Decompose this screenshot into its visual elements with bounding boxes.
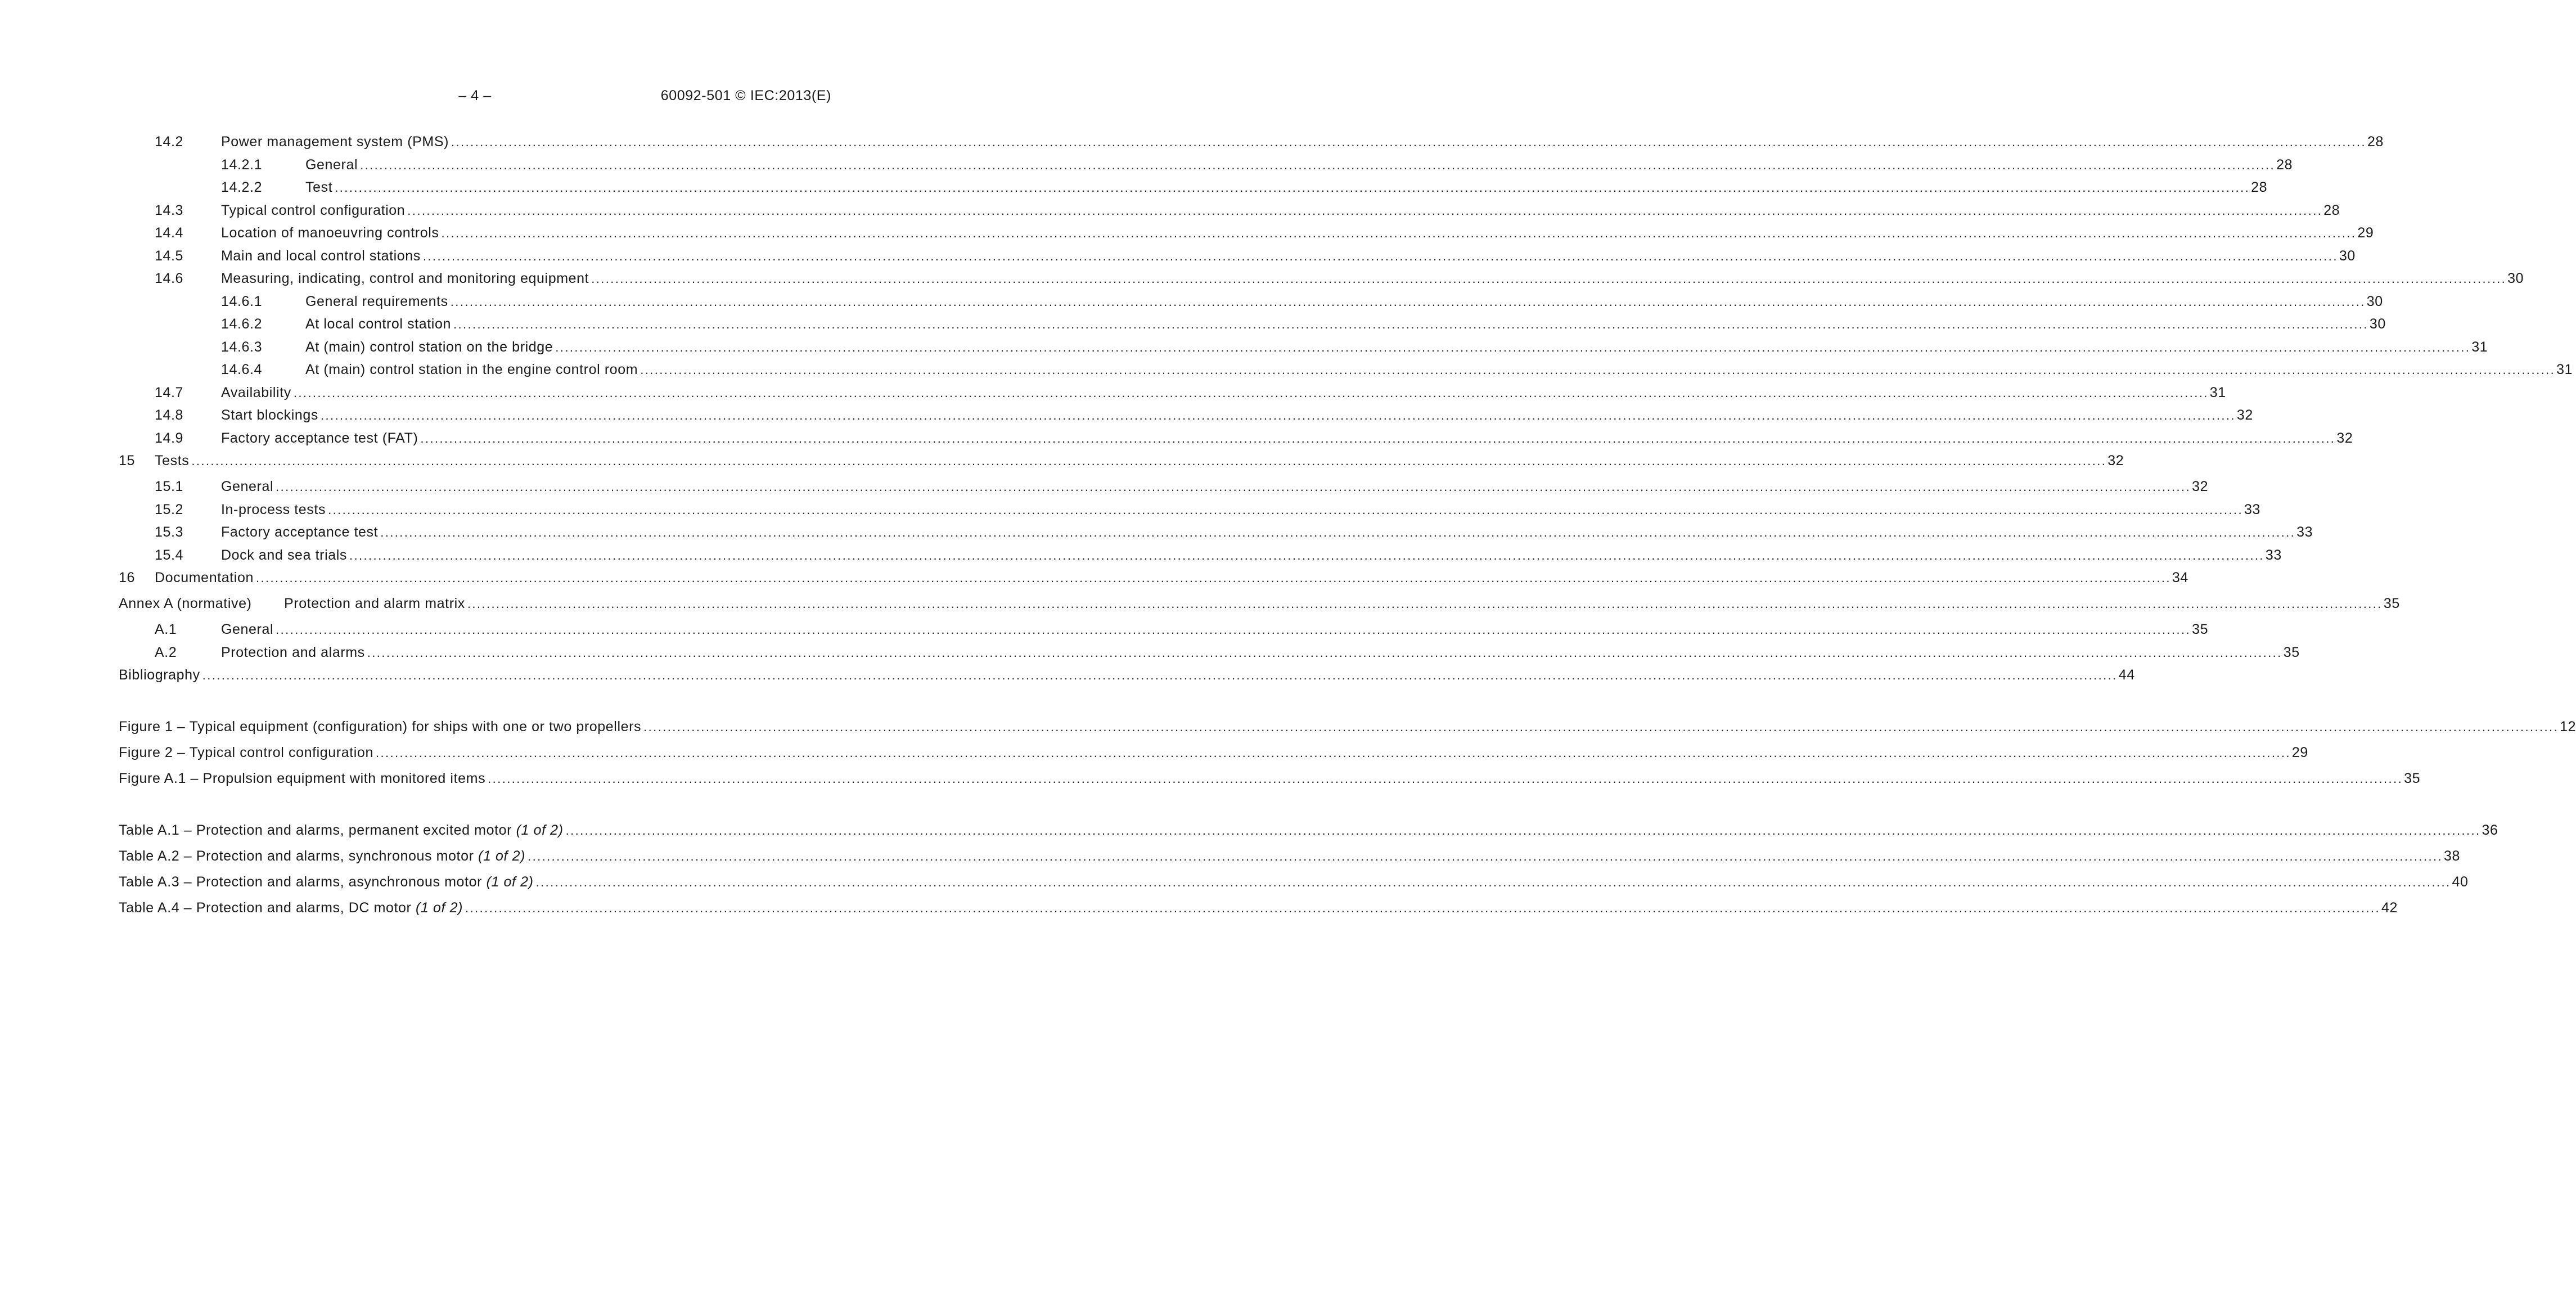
toc-entry-page: 30 xyxy=(2507,271,2524,286)
toc-entry[interactable] xyxy=(119,643,2300,662)
dot-leader: ................................................................................................................................................................................................................................................................................................................................................................................................................ xyxy=(367,646,2282,660)
toc-entry-title: Location of manoeuvring controls xyxy=(221,225,439,241)
dot-leader: ................................................................................................................................................................................................................................................................................................................................................................................................................ xyxy=(451,135,2366,149)
toc-entry-page: 34 xyxy=(2172,570,2188,586)
dot-leader: ................................................................................................................................................................................................................................................................................................................................................................................................................ xyxy=(488,772,2403,786)
toc-entry-number: 14.5 xyxy=(155,248,184,264)
toc-entry-title: General xyxy=(221,479,274,494)
toc-entry-title: At local control station xyxy=(305,316,451,332)
toc-entry-number: 14.6.1 xyxy=(221,294,263,309)
toc-entry-title: Bibliography xyxy=(119,667,200,683)
toc-entry[interactable] xyxy=(119,292,2383,311)
toc-entry[interactable] xyxy=(119,406,2253,425)
toc-entry[interactable] xyxy=(119,546,2282,565)
dot-leader: ................................................................................................................................................................................................................................................................................................................................................................................................................ xyxy=(420,431,2336,445)
dot-leader: ................................................................................................................................................................................................................................................................................................................................................................................................................ xyxy=(555,340,2471,354)
dot-leader: ................................................................................................................................................................................................................................................................................................................................................................................................................ xyxy=(441,226,2357,240)
figure-entry[interactable] xyxy=(119,743,2308,762)
dot-leader: ................................................................................................................................................................................................................................................................................................................................................................................................................ xyxy=(380,525,2296,539)
dot-leader: ................................................................................................................................................................................................................................................................................................................................................................................................................ xyxy=(320,408,2236,422)
page-header xyxy=(119,88,831,108)
table-entry-page: 42 xyxy=(2381,900,2398,916)
toc-entry[interactable] xyxy=(119,178,2268,197)
toc-entry-page: 32 xyxy=(2107,453,2124,469)
toc-entry-number: 15 xyxy=(119,453,136,469)
dot-leader: ................................................................................................................................................................................................................................................................................................................................................................................................................ xyxy=(643,720,2559,734)
toc-entry-title: Documentation xyxy=(155,570,254,586)
toc-entry-number: 14.6.3 xyxy=(221,339,263,355)
dot-leader: ................................................................................................................................................................................................................................................................................................................................................................................................................ xyxy=(535,875,2451,889)
toc-entry-title: In-process tests xyxy=(221,502,326,517)
toc-entry-page: 31 xyxy=(2471,339,2488,355)
toc-entry[interactable] xyxy=(119,568,2188,587)
toc-entry-number: 14.6.2 xyxy=(221,316,263,332)
table-entry[interactable] xyxy=(119,898,2398,917)
toc-entry-number: Annex A (normative) xyxy=(119,596,252,611)
dot-leader: ................................................................................................................................................................................................................................................................................................................................................................................................................ xyxy=(255,571,2171,585)
toc-entry[interactable] xyxy=(119,383,2226,402)
toc-entry-page: 31 xyxy=(2556,362,2573,377)
toc-entry-title: General requirements xyxy=(305,294,448,309)
toc-entry-page: 28 xyxy=(2251,179,2268,195)
toc-entry-title: Availability xyxy=(221,385,291,400)
dot-leader: ................................................................................................................................................................................................................................................................................................................................................................................................................ xyxy=(640,363,2556,377)
figure-entry-title: Figure A.1 – Propulsion equipment with monitored items xyxy=(119,771,486,786)
toc-entry[interactable] xyxy=(119,477,2209,496)
dot-leader: ................................................................................................................................................................................................................................................................................................................................................................................................................ xyxy=(591,272,2507,286)
toc-entry-number: 15.1 xyxy=(155,479,184,494)
toc-entry-number: 14.3 xyxy=(155,202,184,218)
toc-entry-title: Factory acceptance test xyxy=(221,524,379,540)
table-entry[interactable] xyxy=(119,872,2469,891)
toc-entry-number: 14.2.2 xyxy=(221,179,263,195)
toc-entry-title: At (main) control station in the engine control room xyxy=(305,362,638,377)
dot-leader: ................................................................................................................................................................................................................................................................................................................................................................................................................ xyxy=(375,746,2291,760)
document-reference: 60092-501 © IEC:2013(E) xyxy=(660,88,831,103)
toc-entry-title: Typical control configuration xyxy=(221,202,406,218)
toc-entry[interactable] xyxy=(119,246,2356,265)
toc-entry[interactable] xyxy=(119,201,2340,220)
toc-entry-page: 33 xyxy=(2296,524,2313,540)
dot-leader: ................................................................................................................................................................................................................................................................................................................................................................................................................ xyxy=(191,454,2107,468)
toc-entry-title: Test xyxy=(305,179,333,195)
toc-entry-number: 14.2.1 xyxy=(221,157,263,173)
table-entry-note: (1 of 2) xyxy=(516,822,564,838)
toc-entry-page: 35 xyxy=(2192,622,2209,637)
toc-entry-title: Protection and alarm matrix xyxy=(284,596,465,611)
toc-entry-title: General xyxy=(305,157,358,173)
toc-entry-number: 16 xyxy=(119,570,136,586)
dot-leader: ................................................................................................................................................................................................................................................................................................................................................................................................................ xyxy=(293,386,2209,400)
toc-entry-page: 35 xyxy=(2283,645,2300,660)
table-entry-page: 36 xyxy=(2482,822,2498,838)
toc-entry-number: 14.2 xyxy=(155,134,184,150)
table-entry-title: Table A.4 – Protection and alarms, DC motor (1 of 2) xyxy=(119,900,463,916)
figure-entry-page: 29 xyxy=(2291,745,2308,760)
toc-entry-title: Protection and alarms xyxy=(221,645,365,660)
dot-leader: ................................................................................................................................................................................................................................................................................................................................................................................................................ xyxy=(465,901,2380,915)
toc-entry-page: 29 xyxy=(2357,225,2374,241)
dot-leader: ................................................................................................................................................................................................................................................................................................................................................................................................................ xyxy=(528,849,2443,863)
toc-entry-title: Measuring, indicating, control and monitoring equipment xyxy=(221,271,589,286)
toc-entry-page: 32 xyxy=(2336,430,2353,446)
toc-entry-title: General xyxy=(221,622,274,637)
toc-entry[interactable] xyxy=(119,132,2384,151)
toc-entry[interactable] xyxy=(119,360,2573,379)
toc-entry-number: 15.4 xyxy=(155,547,184,563)
dot-leader: ................................................................................................................................................................................................................................................................................................................................................................................................................ xyxy=(202,668,2118,682)
figure-entry-page: 35 xyxy=(2404,771,2421,786)
table-entry[interactable] xyxy=(119,821,2498,840)
dot-leader: ................................................................................................................................................................................................................................................................................................................................................................................................................ xyxy=(450,295,2366,309)
toc-entry-title: Start blockings xyxy=(221,407,318,423)
toc-entry[interactable] xyxy=(119,155,2293,174)
dot-leader: ................................................................................................................................................................................................................................................................................................................................................................................................................ xyxy=(467,597,2383,611)
toc-entry-number: A.2 xyxy=(155,645,177,660)
figure-entry[interactable] xyxy=(119,717,2576,736)
toc-entry-page: 30 xyxy=(2339,248,2356,264)
toc-entry[interactable] xyxy=(119,337,2488,357)
page-number: – 4 – xyxy=(458,88,492,103)
toc-entry[interactable] xyxy=(119,523,2313,542)
toc-entry-page: 28 xyxy=(2276,157,2293,173)
dot-leader: ................................................................................................................................................................................................................................................................................................................................................................................................................ xyxy=(276,480,2191,494)
table-entry-note: (1 of 2) xyxy=(486,874,534,890)
toc-entry-page: 28 xyxy=(2367,134,2384,150)
figure-entry-page: 12 xyxy=(2560,719,2576,735)
figure-entry-title: Figure 1 – Typical equipment (configuration) for ships with one or two propellers xyxy=(119,719,642,735)
toc-entry-title: At (main) control station on the bridge xyxy=(305,339,553,355)
toc-entry-number: 14.6.4 xyxy=(221,362,263,377)
dot-leader: ................................................................................................................................................................................................................................................................................................................................................................................................................ xyxy=(565,823,2481,837)
table-entry-note: (1 of 2) xyxy=(416,900,463,916)
toc-entry-title: Dock and sea trials xyxy=(221,547,347,563)
toc-entry-page: 31 xyxy=(2209,385,2226,400)
toc-entry[interactable] xyxy=(119,594,2400,613)
toc-entry-number: 14.8 xyxy=(155,407,184,423)
table-entry-title: Table A.2 – Protection and alarms, synchronous motor (1 of 2) xyxy=(119,848,526,864)
table-entry-title: Table A.3 – Protection and alarms, asynchronous motor (1 of 2) xyxy=(119,874,534,890)
toc-entry-number: 14.9 xyxy=(155,430,184,446)
toc-entry-number: 14.7 xyxy=(155,385,184,400)
toc-entry[interactable] xyxy=(119,665,2135,684)
toc-entry-page: 32 xyxy=(2192,479,2209,494)
toc-entry-number: 15.2 xyxy=(155,502,184,517)
table-entry[interactable] xyxy=(119,846,2461,866)
toc-entry-page: 32 xyxy=(2236,407,2253,423)
toc-entry-number: A.1 xyxy=(155,622,177,637)
toc-entry[interactable] xyxy=(119,620,2209,639)
figure-entry[interactable] xyxy=(119,769,2421,788)
dot-leader: ................................................................................................................................................................................................................................................................................................................................................................................................................ xyxy=(407,204,2323,218)
dot-leader: ................................................................................................................................................................................................................................................................................................................................................................................................................ xyxy=(349,548,2264,562)
table-entry-page: 38 xyxy=(2444,848,2461,864)
dot-leader: ................................................................................................................................................................................................................................................................................................................................................................................................................ xyxy=(360,158,2276,172)
toc-entry[interactable] xyxy=(119,223,2374,242)
toc-entry-title: Factory acceptance test (FAT) xyxy=(221,430,418,446)
figure-entry-title: Figure 2 – Typical control configuration xyxy=(119,745,373,760)
toc-entry-title: Tests xyxy=(155,453,190,469)
toc-entry-title: Main and local control stations xyxy=(221,248,421,264)
toc-entry-title: Power management system (PMS) xyxy=(221,134,449,150)
toc-entry[interactable] xyxy=(119,451,2124,470)
toc-entry-number: 14.6 xyxy=(155,271,184,286)
dot-leader: ................................................................................................................................................................................................................................................................................................................................................................................................................ xyxy=(335,181,2250,195)
dot-leader: ................................................................................................................................................................................................................................................................................................................................................................................................................ xyxy=(276,623,2191,637)
dot-leader: ................................................................................................................................................................................................................................................................................................................................................................................................................ xyxy=(422,249,2338,263)
toc-entry[interactable] xyxy=(119,429,2353,448)
toc-entry-page: 30 xyxy=(2369,316,2386,332)
toc-entry-page: 28 xyxy=(2323,202,2340,218)
toc-entry[interactable] xyxy=(119,500,2260,519)
toc-entry-page: 35 xyxy=(2383,596,2400,611)
dot-leader: ................................................................................................................................................................................................................................................................................................................................................................................................................ xyxy=(328,503,2243,517)
toc-entry-number: 14.4 xyxy=(155,225,184,241)
dot-leader: ................................................................................................................................................................................................................................................................................................................................................................................................................ xyxy=(453,317,2368,331)
table-entry-title: Table A.1 – Protection and alarms, permanent excited motor (1 of 2) xyxy=(119,822,564,838)
toc-entry-page: 44 xyxy=(2118,667,2135,683)
toc-entry[interactable] xyxy=(119,269,2524,288)
toc-entry-number: 15.3 xyxy=(155,524,184,540)
table-entry-page: 40 xyxy=(2452,874,2469,890)
table-entry-note: (1 of 2) xyxy=(478,848,526,864)
toc-entry-page: 33 xyxy=(2265,547,2282,563)
toc-entry-page: 33 xyxy=(2244,502,2260,517)
toc-entry[interactable] xyxy=(119,314,2386,334)
toc-entry-page: 30 xyxy=(2366,294,2383,309)
